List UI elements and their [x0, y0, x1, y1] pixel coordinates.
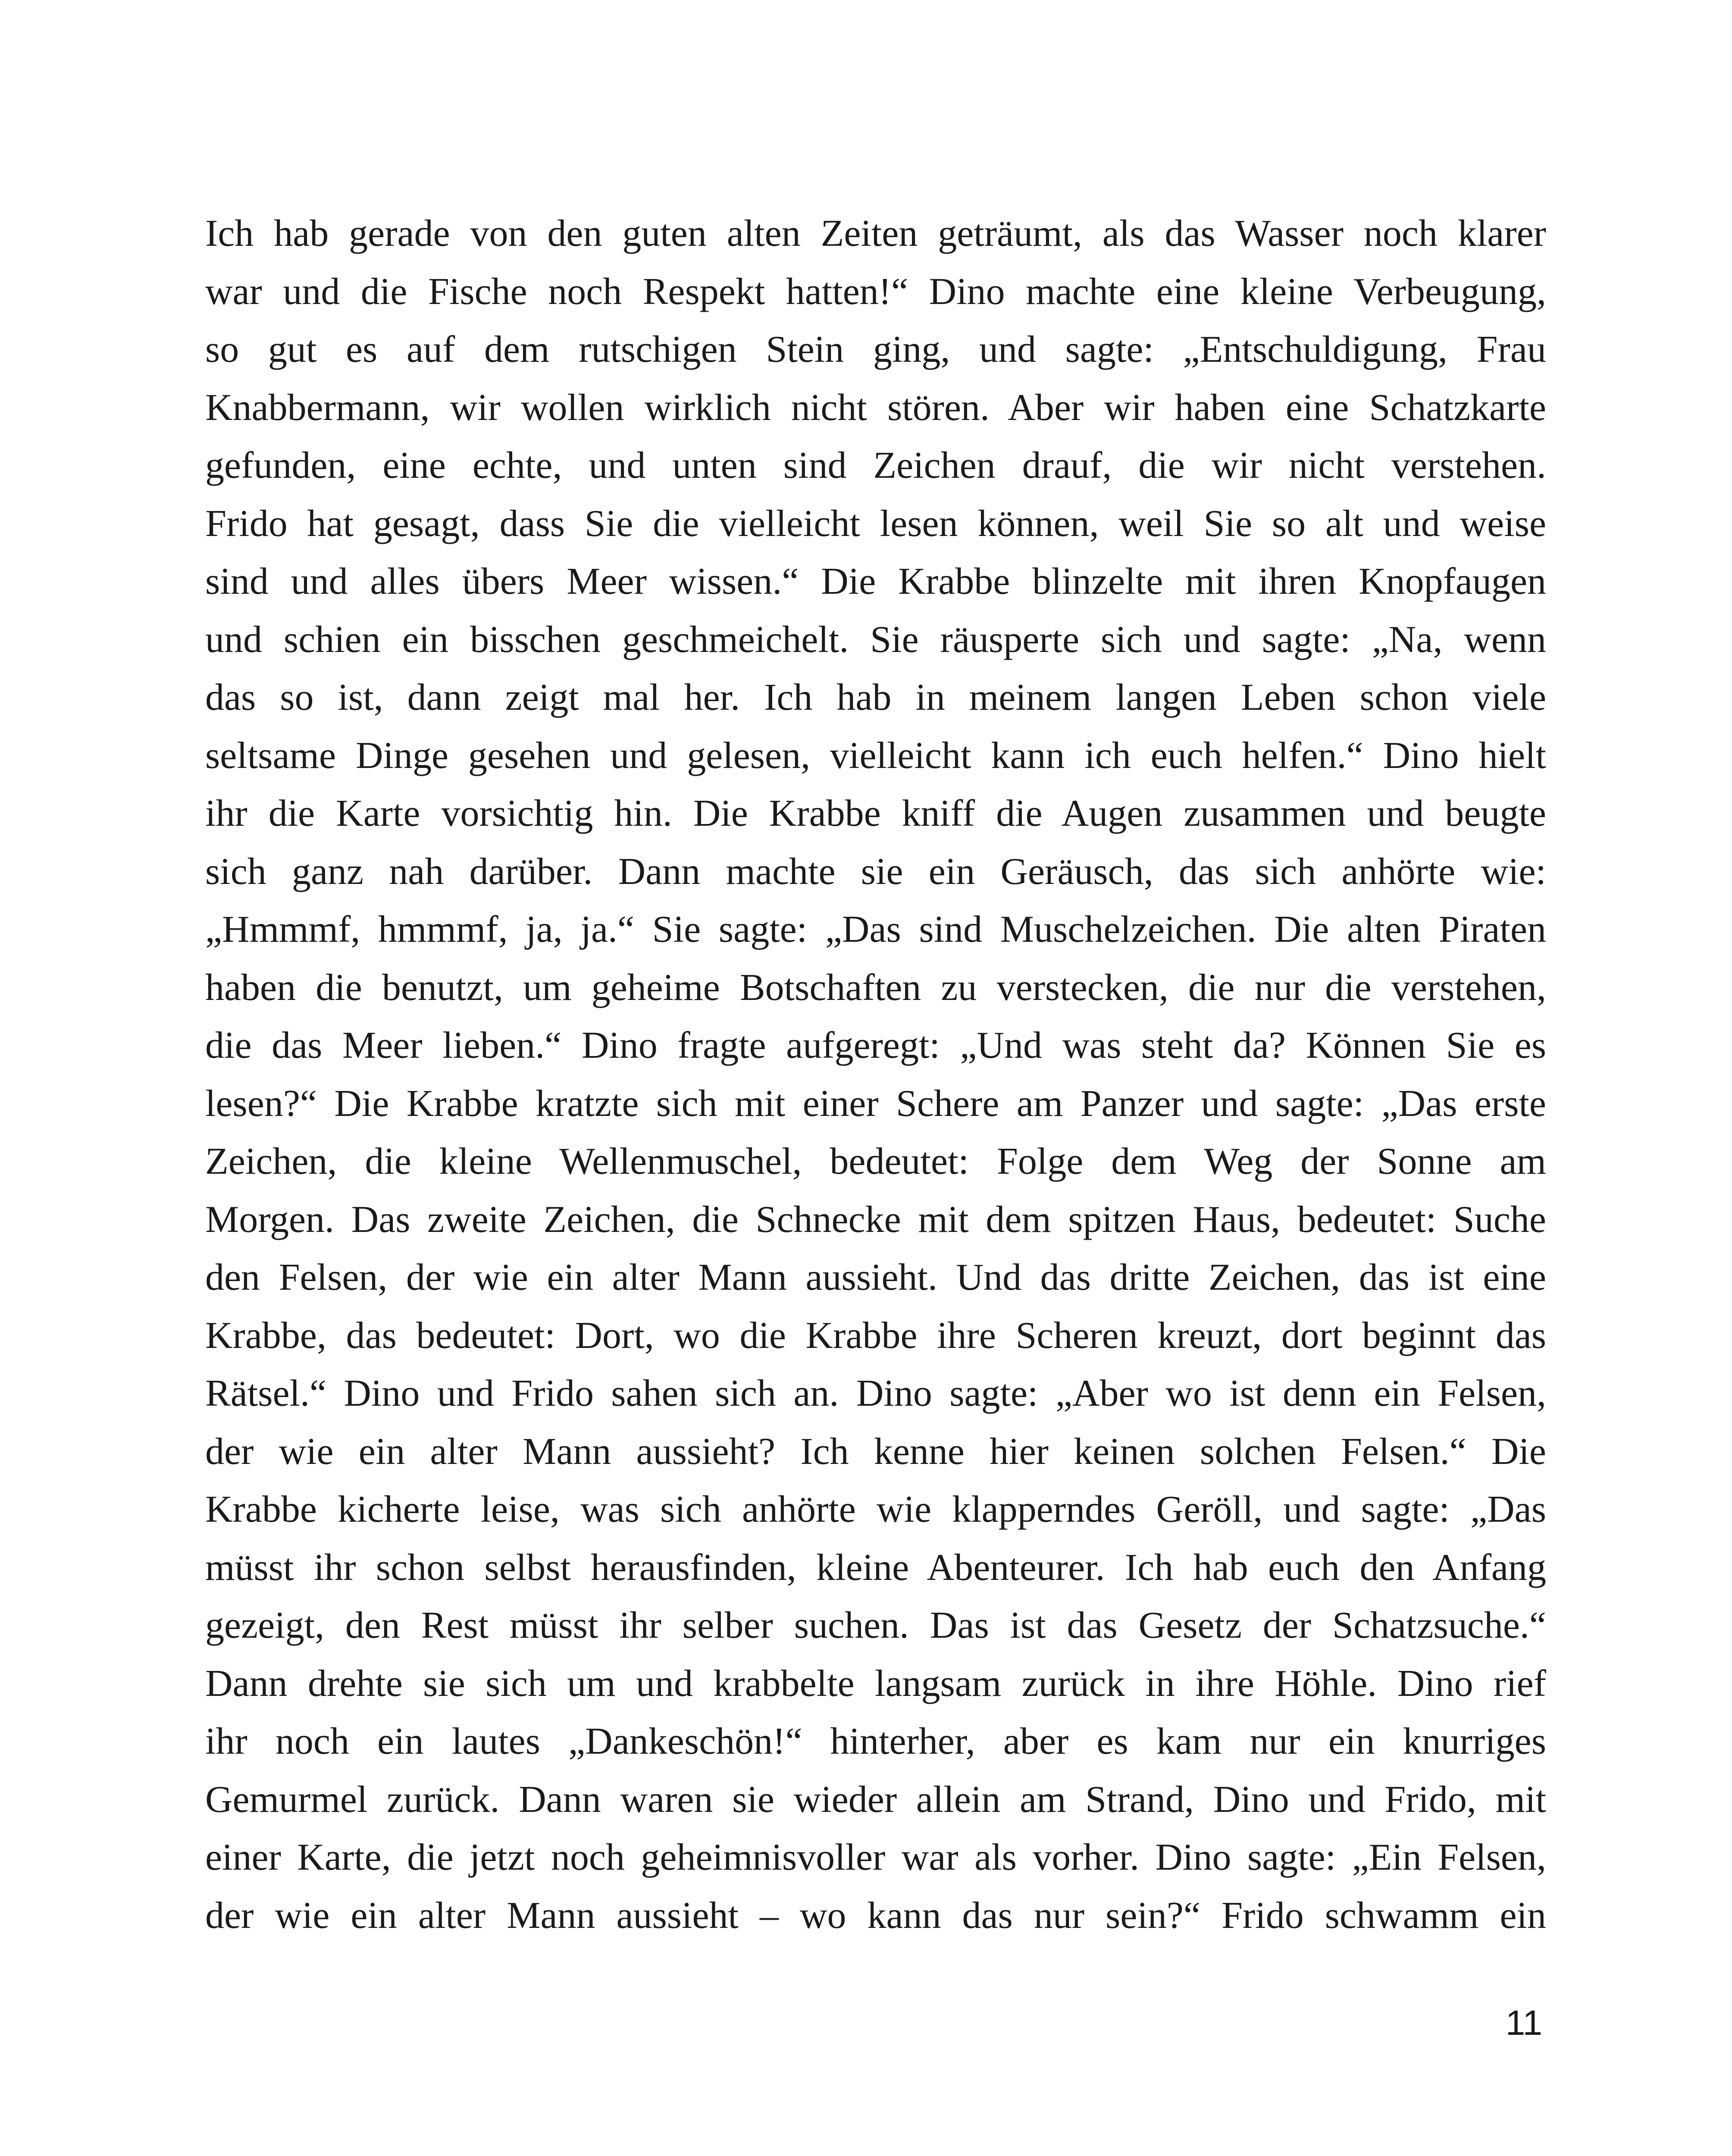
- text-line: das so ist, dann zeigt mal her. Ich hab in meinem langen Leben schon viele: [205, 677, 1546, 718]
- text-line: so gut es auf dem rutschigen Stein ging, und sagte: „Entschuldigung, Frau: [205, 329, 1546, 370]
- text-line: einer Karte, die jetzt noch geheimnisvoller war als vorher. Dino sagte: „Ein Felsen,: [205, 1836, 1546, 1878]
- text-line: lesen?“ Die Krabbe kratzte sich mit einer Schere am Panzer und sagte: „Das erste: [205, 1082, 1546, 1125]
- text-line: Krabbe, das bedeutet: Dort, wo die Krabbe ihre Scheren kreuzt, dort beginnt das: [205, 1314, 1546, 1357]
- text-line: Gemurmel zurück. Dann waren sie wieder allein am Strand, Dino und Frido, mit: [205, 1778, 1546, 1821]
- text-line: Rätsel.“ Dino und Frido sahen sich an. Dino sagte: „Aber wo ist denn ein Felsen,: [205, 1373, 1546, 1414]
- text-line: Knabbermann, wir wollen wirklich nicht stören. Aber wir haben eine Schatzkarte: [205, 386, 1546, 429]
- text-line: der wie ein alter Mann aussieht – wo kann das nur sein?“ Frido schwamm ein: [205, 1894, 1546, 1937]
- text-line: und schien ein bisschen geschmeichelt. Sie räusperte sich und sagte: „Na, wenn: [205, 618, 1546, 661]
- text-line: ihr die Karte vorsichtig hin. Die Krabbe kniff die Augen zusammen und beugte: [205, 793, 1546, 834]
- text-line: Zeichen, die kleine Wellenmuschel, bedeutet: Folge dem Weg der Sonne am: [205, 1141, 1546, 1182]
- text-line: die das Meer lieben.“ Dino fragte aufgeregt: „Und was steht da? Können Sie es: [205, 1025, 1546, 1066]
- text-line: müsst ihr schon selbst herausfinden, kleine Abenteurer. Ich hab euch den Anfang: [205, 1546, 1546, 1589]
- text-line: Morgen. Das zweite Zeichen, die Schnecke mit dem spitzen Haus, bedeutet: Suche: [205, 1198, 1546, 1241]
- text-line: „Hmmmf, hmmmf, ja, ja.“ Sie sagte: „Das sind Muschelzeichen. Die alten Piraten: [205, 909, 1546, 950]
- text-line: war und die Fische noch Respekt hatten!“ Dino machte eine kleine Verbeugung,: [205, 270, 1546, 313]
- text-line: haben die benutzt, um geheime Botschaften zu verstecken, die nur die verstehen,: [205, 966, 1546, 1009]
- text-line: Frido hat gesagt, dass Sie die vielleicht lesen können, weil Sie so alt und weise: [205, 502, 1546, 545]
- text-line: Ich hab gerade von den guten alten Zeiten geträumt, als das Wasser noch klarer: [205, 213, 1546, 254]
- text-line: sind und alles übers Meer wissen.“ Die Krabbe blinzelte mit ihren Knopfaugen: [205, 561, 1546, 602]
- text-line: ihr noch ein lautes „Dankeschön!“ hinterher, aber es kam nur ein knurriges: [205, 1720, 1546, 1762]
- text-line: den Felsen, der wie ein alter Mann aussieht. Und das dritte Zeichen, das ist eine: [205, 1257, 1546, 1298]
- body-text: [205, 205, 1546, 1945]
- text-line: gezeigt, den Rest müsst ihr selber suchen. Das ist das Gesetz der Schatzsuche.“: [205, 1604, 1546, 1646]
- text-line: sich ganz nah darüber. Dann machte sie ein Geräusch, das sich anhörte wie:: [205, 850, 1546, 893]
- text-line: der wie ein alter Mann aussieht? Ich kenne hier keinen solchen Felsen.“ Die: [205, 1430, 1546, 1473]
- text-line: Dann drehte sie sich um und krabbelte langsam zurück in ihre Höhle. Dino rief: [205, 1662, 1546, 1705]
- text-line: seltsame Dinge gesehen und gelesen, vielleicht kann ich euch helfen.“ Dino hielt: [205, 734, 1546, 777]
- text-line: gefunden, eine echte, und unten sind Zeichen drauf, die wir nicht verstehen.: [205, 445, 1546, 486]
- page-number: 11: [1505, 2003, 1542, 2043]
- text-line: Krabbe kicherte leise, was sich anhörte wie klapperndes Geröll, und sagte: „Das: [205, 1489, 1546, 1530]
